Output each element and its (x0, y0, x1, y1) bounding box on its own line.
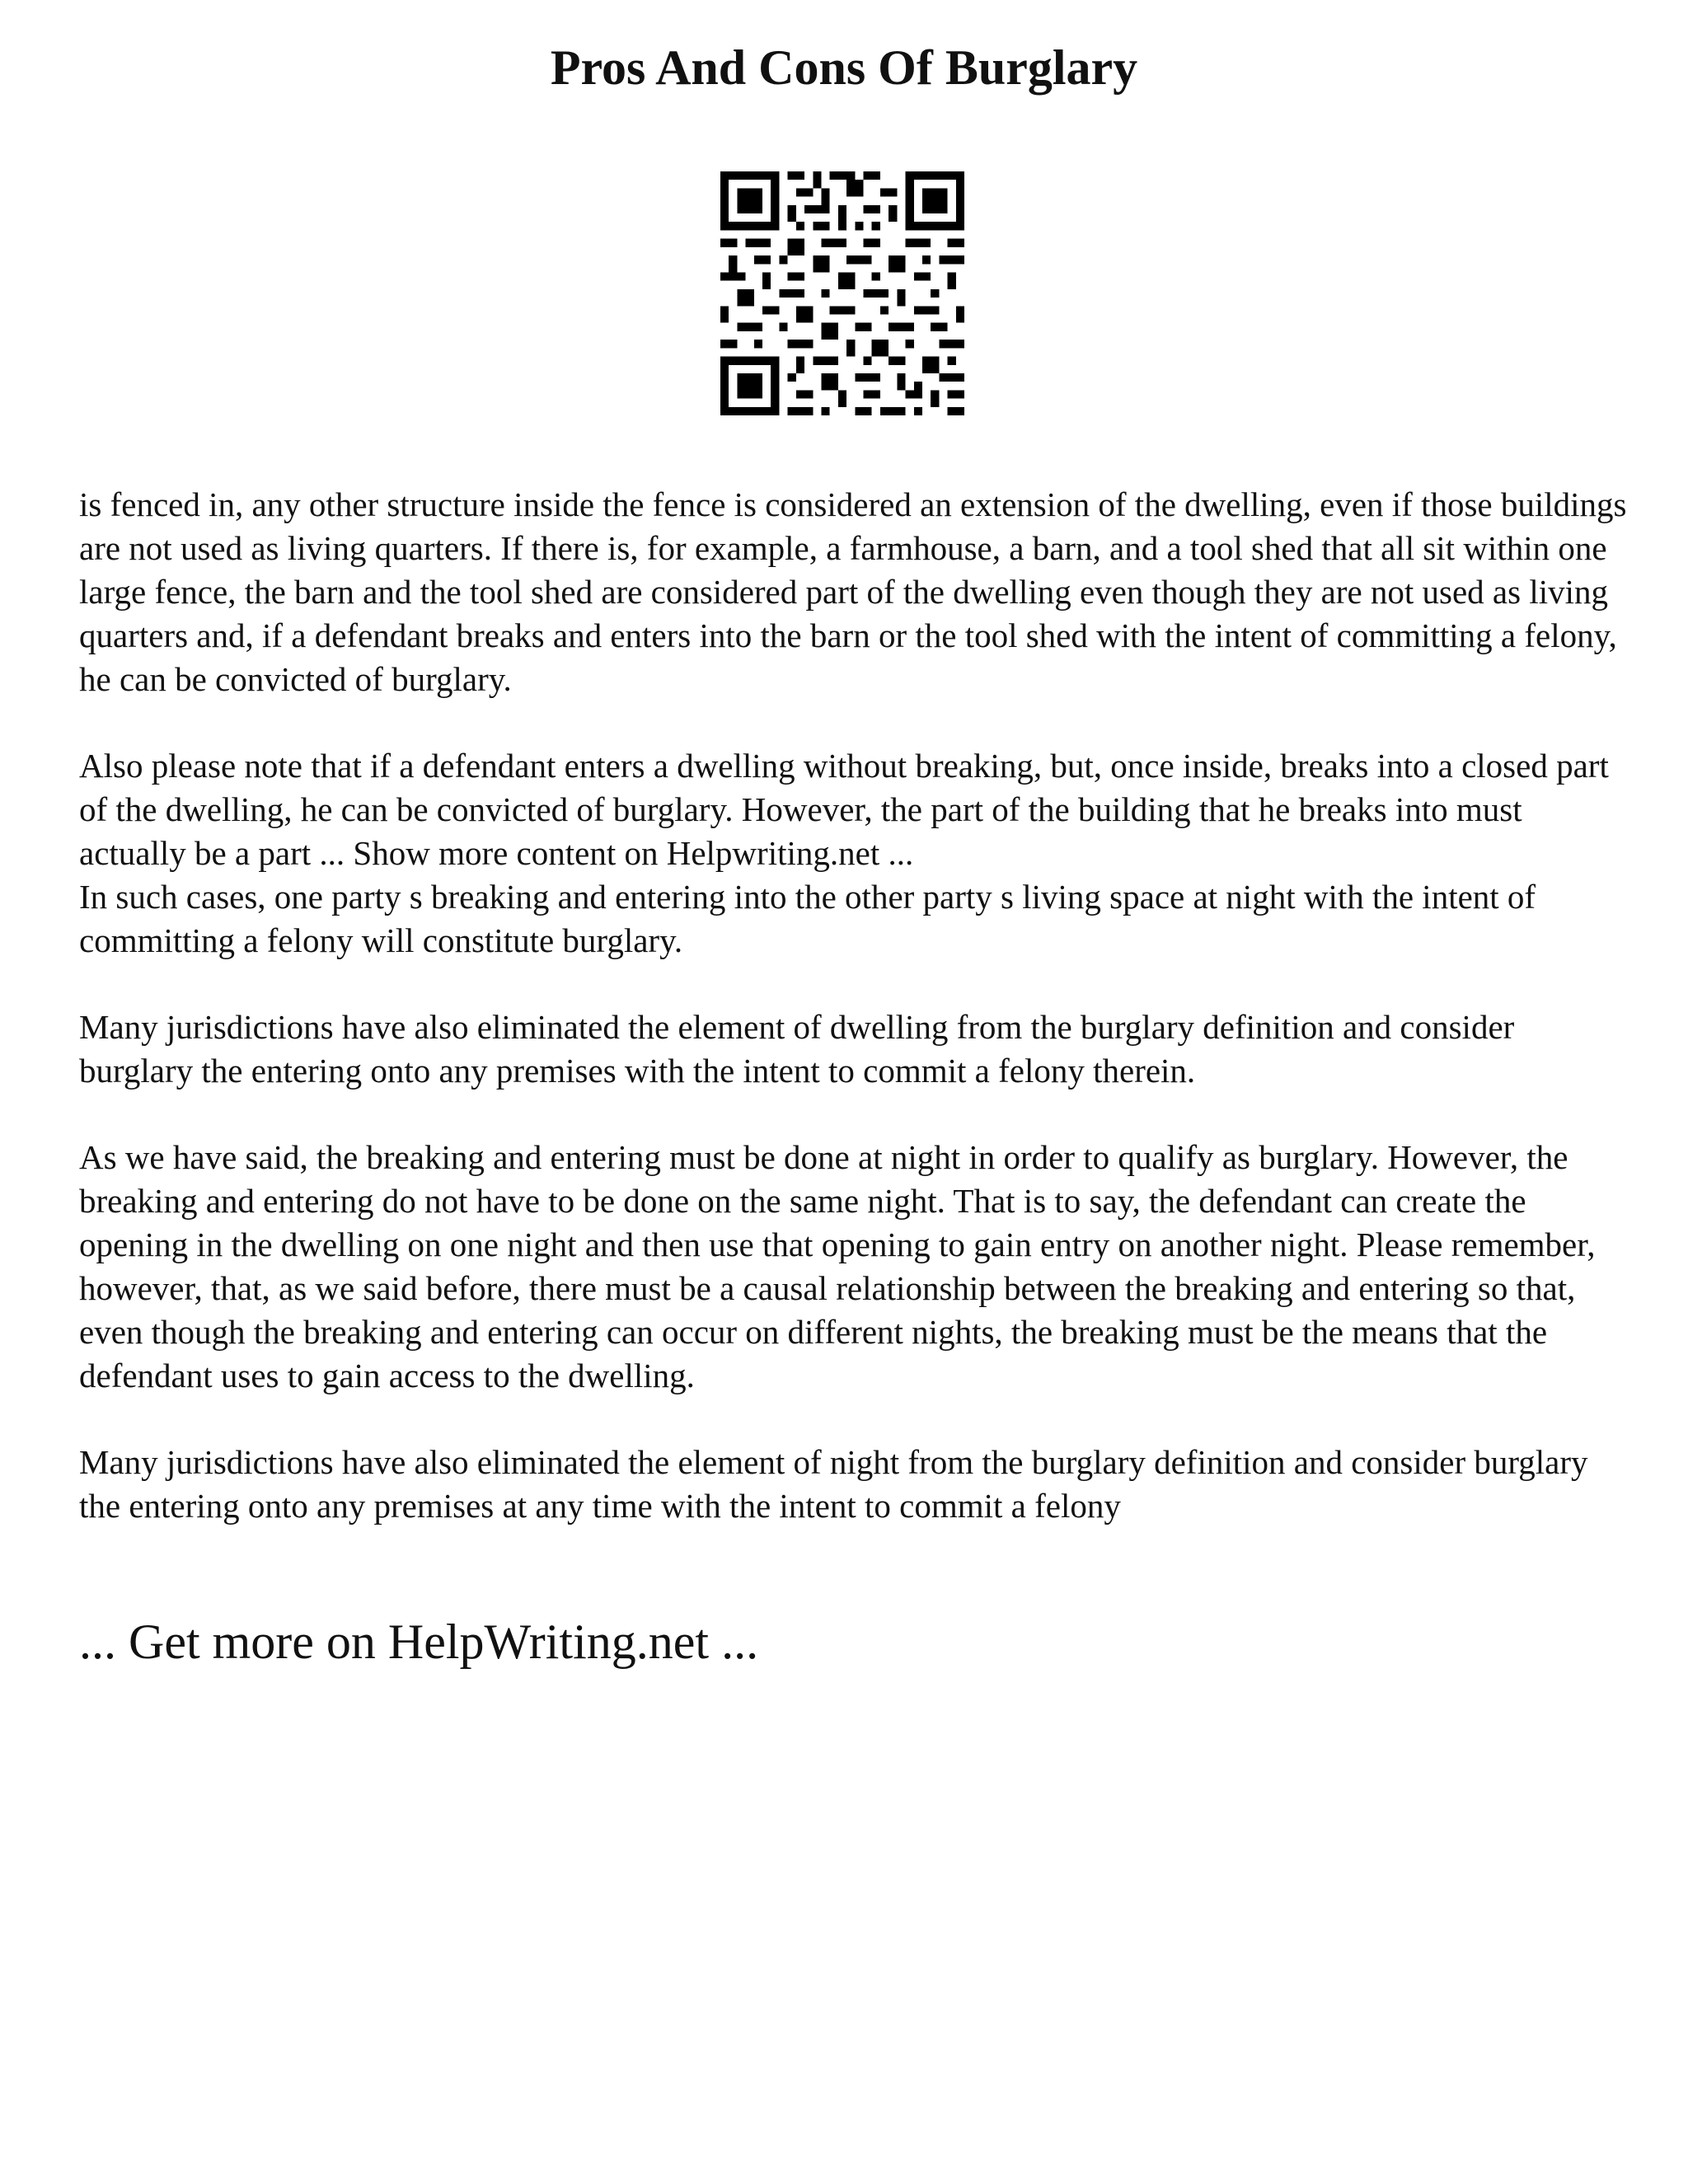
get-more-link[interactable]: ... Get more on HelpWriting.net ... (79, 1615, 759, 1669)
paragraph: Also please note that if a defendant enters a dwelling without breaking, but, once inside, breaks into a closed part of the dwelling, he can be convicted of burglary. However, the part of the building that he breaks into must actually be a part ... Show more content on Helpwriting.net ... (79, 747, 1609, 872)
paragraph: In such cases, one party s breaking and entering into the other party s living space at night with the intent of committing a felony will constitute burglary. (79, 878, 1536, 959)
paragraph: Many jurisdictions have also eliminated the element of dwelling from the burglary definition and consider burglary the entering onto any premises with the intent to commit a felony therein. (79, 1008, 1515, 1090)
page-title: Pros And Cons Of Burglary (550, 40, 1138, 95)
paragraph: As we have said, the breaking and entering must be done at night in order to qualify as burglary. However, the breaking and entering do not have to be done on the same night. That is to say, the defendant can create the opening in the dwelling on one night and then use that opening to gain entry on another night. Please remember, however, that, as we said before, there must be a causal relationship between the breaking and entering so that, even though the breaking and entering can occur on different nights, the breaking must be the means that the defendant uses to gain access to the dwelling. (79, 1138, 1596, 1394)
qr-code-icon (720, 171, 964, 415)
paragraph: is fenced in, any other structure inside the fence is considered an extension of the dwelling, even if those buildings are not used as living quarters. If there is, for example, a farmhouse, a barn, and a tool shed that all sit within one large fence, the barn and the tool shed are considered part of the dwelling even though they are not used as living quarters and, if a defendant breaks and enters into the barn or the tool shed with the intent of committing a felony, he can be convicted of burglary. (79, 485, 1627, 698)
paragraph: Many jurisdictions have also eliminated the element of night from the burglary definition and consider burglary the entering onto any premises at any time with the intent to commit a felony (79, 1443, 1588, 1525)
article-body (79, 483, 1629, 1571)
